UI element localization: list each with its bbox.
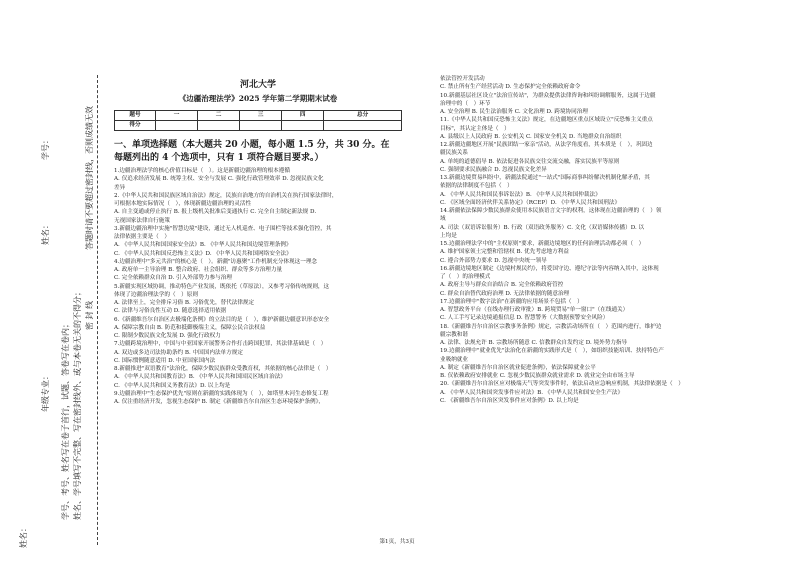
question-line: A. 县级以上人民政府 B. 公安机关 C. 国家安全机关 D. 当地群众自治组织 <box>440 133 622 140</box>
question-line: C. 禁止所有生产经营活动 D. 生态保护完全依赖政府命令 <box>440 84 581 91</box>
score-cell <box>324 121 402 131</box>
exam-title: 《边疆治理法学》2025 学年第二学期期末试卷 <box>178 94 338 103</box>
question-line: A. 维护国家领土完整和管辖权 B. 优先考虑地方利益 <box>440 249 569 256</box>
question-line: A. 安全治理 B. 民生法治服务 C. 文化治理 D. 跨境协同治理 <box>440 109 588 115</box>
question-line: A. 智慧政务平台（在线办理行政审批）B. 跨境贸易"单一窗口"（在线通关） <box>440 307 629 313</box>
right-question-list <box>440 75 755 405</box>
score-header-cell: 题号 <box>115 111 156 121</box>
question-line: 11.《中华人民共和国反恐怖主义法》规定，在边疆地区重点区域设立"反恐怖主义重点 <box>440 117 653 124</box>
question-line: 4.边疆治理中"多元共治"的核心是（ ）。新疆"访惠聚"工作机制充分体现这一理念 <box>114 258 318 265</box>
question-line: C. 人工手写记录边境通报信息 D. 智慧警务（大数据预警安全风险） <box>440 315 609 322</box>
score-header-cell: 总分 <box>324 111 402 121</box>
question-line: A. 《中华人民共和国突发事件应对法》B. 《中华人民共和国安全生产法》 <box>440 389 624 396</box>
binding-field-name: 姓名： <box>41 221 50 245</box>
seal-dashed-line <box>97 75 98 545</box>
question-line: A. 司法（双语诉讼服务）B. 行政（双语政务服务）C. 文化（双语媒体传播）D. 以 <box>440 224 645 231</box>
binding-field-grade-major: 年级专业： <box>41 372 50 412</box>
question-line: 业吸纳就业 <box>440 356 468 363</box>
question-line: 20.《新疆维吾尔自治区应对极端天气等突发事件时，依法启动应急响应机制，其法律依据是（ ） <box>440 381 684 388</box>
question-line: 了（ ）的治理模式 <box>440 274 491 280</box>
question-line: 法律依据主要是（ ） <box>114 234 170 240</box>
question-line: C. 国际惯例随意适用 D. 中亚国家国内法 <box>114 357 216 364</box>
left-question-list <box>114 167 402 406</box>
question-line: C. 《中华人民共和国反恐怖主义法》D. 《中华人民共和国网络安全法》 <box>114 250 292 257</box>
binding-field-school: 姓名： <box>19 524 28 548</box>
question-line: A. 《中华人民共和国教育法》B. 《中华人民共和国国民区域自治法》 <box>114 374 286 381</box>
question-line: 差异 <box>114 184 126 191</box>
question-line: A. 制定《新疆维吾尔自治区就业促进条例》，依法保障就业公平 <box>440 364 596 371</box>
question-line: A. 政府主导与群众自治结合 B. 完全依赖政府管控 <box>440 282 564 289</box>
question-line: 上均是 <box>440 232 457 239</box>
question-line: 15.边疆治理法学中的"主权原则"要求，新疆边境地区的任何治理活动都必须（ ） <box>440 241 645 247</box>
question-line: A. 政府单一主导治理 B. 整合政府、社会组织、群众等多方治理力量 <box>114 267 283 273</box>
question-line: 目标"，其认定主体是（ ） <box>440 125 510 132</box>
question-line: C. 《区域全面经济伙伴关系协定》（RCEP）D. 《中华人民共和国刑法》 <box>440 199 621 206</box>
score-cell <box>240 121 282 131</box>
binding-note-2: 姓名、学号填写不完整、写在密封线外、或与本卷无关的不得分； <box>73 288 82 520</box>
score-header-cell: 三 <box>240 111 282 121</box>
binding-margin <box>0 0 112 561</box>
score-header-cell: 四 <box>282 111 324 121</box>
section-heading-line1: 一、单项选择题（本大题共 20 小题，每小题 1.5 分，共 30 分。在 <box>114 140 390 150</box>
question-line: 9.边疆治理中"生态保护优先"原则在新疆的实践体现为（ ），如塔里木河生态修复工程 <box>114 390 329 397</box>
question-line: 3.新疆边疆治理中实施"智慧边境"建设，通过无人机巡查、电子围栏等技术强化管控，其 <box>114 225 332 232</box>
question-line: 5.新疆实现区域协调，推动特色产业发展，既依托（草原法），又参考习俗传统规则，这 <box>114 283 330 290</box>
right-page <box>440 75 755 405</box>
question-line: 19.边疆治理中"就业优先"法治化在新疆的实践形式是（ ），如组织技能培训、扶持特色产 <box>440 348 664 355</box>
question-line: 10.新疆基层社区设立"法治宣传站"，为群众提供法律咨询和纠纷调解服务，这属于边疆 <box>440 92 656 99</box>
question-line: C. 法律与习俗良性互动 D. 随意选择适用依据 <box>114 308 227 315</box>
left-page <box>114 76 402 406</box>
score-header-cell: 二 <box>198 111 240 121</box>
question-line: A. 仅追求经济发展 B. 统筹主权、安全与发展 C. 强化行政管理效率 D. 忽视民族文化 <box>114 176 324 183</box>
question-line: A. 双边或多边司法协助条约 B. 中国国内法单方规定 <box>114 349 243 356</box>
question-line: B. 仅依赖政府安排就业 C. 忽视少数民族群众就业需求 D. 就业完全由市场主导 <box>440 373 635 379</box>
question-line: A. 法律至上，完全排斥习俗 B. 习俗优先，替代法律规定 <box>114 300 255 306</box>
question-line: 疆宗教和谐 <box>440 331 468 338</box>
page-footer: 第1页，共3页 <box>379 539 415 545</box>
question-line: A. 单纯的道德倡导 B. 依法促进各民族交往交流交融，落实民族平等原则 <box>440 158 620 165</box>
question-line: 依据的法律制度不包括（ ） <box>440 183 513 190</box>
question-line: C. 强制要求民族融合 D. 忽视民族文化差异 <box>440 166 547 173</box>
question-line: C. 限制少数民族文化发展 D. 强化行政权力 <box>114 333 221 339</box>
score-label-cell: 得分 <box>115 121 156 131</box>
question-line: C. 《新疆维吾尔自治区突发事件应对条例》D. 以上均是 <box>440 397 579 404</box>
question-line: 18.《新疆维吾尔自治区宗教事务条例》规定，宗教活动场所在（ ）范围内进行，维护边 <box>440 323 662 330</box>
question-line: 治理中的（ ）环节 <box>440 100 491 107</box>
question-line: 14.新疆依法保障少数民族群众使用本民族语言文字的权利，这体现在边疆治理的（ ）领 <box>440 208 662 214</box>
question-line: C. 《中华人民共和国义务教育法》D. 以上均是 <box>114 382 231 389</box>
binding-note-3: 答题时请不要超过密封线，否则成绩无效 <box>85 106 94 250</box>
question-line: 17.边疆治理中"数字法治"在新疆的应用场景不包括（ ） <box>440 298 583 305</box>
question-line: A. 《中华人民共和国国家安全法》B. 《中华人民共和国边境管理条例》 <box>114 242 292 249</box>
question-line: 2.《中华人民共和国民族区域自治法》规定，民族自治地方的自治机关在执行国家法律时， <box>114 192 338 199</box>
question-line: 依法管控开发活动 <box>440 76 485 82</box>
question-line: 16.新疆边境地区制定《边境村规民约》，将爱国守边、遵纪守法等内容纳入其中，这体现 <box>440 265 659 272</box>
question-line: 12.新疆边疆地区开展"民族团结一家亲"活动，从法学角度看，其本质是（ ），巩固边 <box>440 142 653 148</box>
binding-seal-label: 密 封 线 <box>85 300 94 330</box>
question-line: 疆民族关系 <box>440 150 468 157</box>
score-table <box>114 110 402 131</box>
section-heading-line2: 每题列出的 4 个选项中，只有 1 项符合题目要求。） <box>114 153 324 163</box>
question-line: A. 《中华人民共和国民事诉讼法》B. 《中华人民共和国仲裁法》 <box>440 191 601 198</box>
question-line: A. 保障宗教自由 B. 防范和抵御极端主义，保障公民合法权益 <box>114 324 266 331</box>
university-title: 河北大学 <box>239 80 276 90</box>
question-line: C. 遵合外部势力要求 D. 忽视中央统一领导 <box>440 257 547 264</box>
question-line: 域 <box>440 216 446 223</box>
question-line: 6.《新疆维吾尔自治区去极端化条例》的立法目的是（ ），维护新疆边疆意识形态安全 <box>114 316 330 323</box>
question-line: 8.新疆推进"双语教育"法治化，保障少数民族群众受教育权，其依据的核心法律是（ ） <box>114 366 332 372</box>
question-line: 1.边疆治理法学的核心价值目标是（ ）。这是新疆边疆治理的根本遵循 <box>114 168 290 174</box>
score-cell <box>198 121 240 131</box>
score-cell <box>156 121 198 131</box>
question-line: 7.边疆跨境治理中，中国与中亚国家开展警务合作打击跨国犯罪，其法律基础是（ ） <box>114 341 327 348</box>
question-line: C. 群众自治替代政府治理 D. 无法律依据的随意治理 <box>440 290 570 297</box>
question-line: A. 法律、法规允许 B. 宗教场所随意 C. 信教群众自发约定 D. 境外势力指导 <box>440 340 628 346</box>
question-line: 13.新疆边境贸易纠纷中，新疆法院通过"一站式"国际商事纠纷解决机制化解矛盾，其 <box>440 175 650 181</box>
question-line: 可根据本地实际情况（ ），体现新疆边疆治理的灵活性 <box>114 201 252 207</box>
question-line: A. 自主变通或停止执行 B. 报上级机关批准后变通执行 C. 完全自主制定新法规 D. <box>114 209 317 216</box>
binding-field-student-id: 学号： <box>41 136 50 160</box>
score-cell <box>282 121 324 131</box>
question-line: A. 仅注重经济开发，忽视生态保护 B. 制定《新疆维吾尔自治区生态环境保护条例》， <box>114 399 325 405</box>
binding-note-1: 学号、考号、姓名写在卷子首行，试题、答卷写在卷内； <box>61 320 70 520</box>
question-line: 无视国家法律自行施策 <box>114 217 170 224</box>
question-line: 体现了边疆治理法学的（ ）原则 <box>114 291 198 298</box>
score-header-cell: 一 <box>156 111 198 121</box>
question-line: C. 完全依赖群众自治 D. 引入外部势力参与治理 <box>114 275 232 282</box>
